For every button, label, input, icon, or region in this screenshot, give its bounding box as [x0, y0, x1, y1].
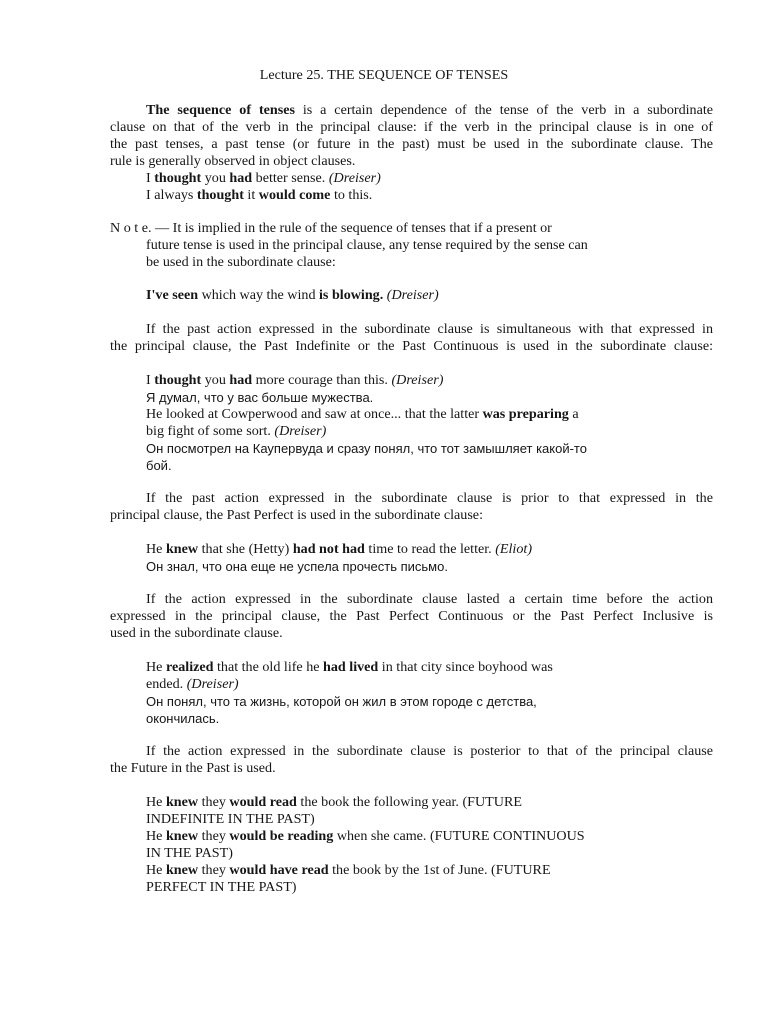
example-5 [146, 406, 579, 423]
para-lasted-line-1: If the action expressed in the subordinate clause lasted a certain time before the action [146, 591, 713, 607]
intro-line-4: rule is generally observed in object clauses. [110, 153, 356, 169]
ex4-source: (Dreiser) [391, 372, 444, 388]
term-sequence-of-tenses: The sequence of tenses [146, 102, 295, 118]
ex5-source: (Dreiser) [274, 423, 327, 439]
example-3 [146, 287, 439, 304]
para-posterior-line-1: If the action expressed in the subordinate clause is posterior to that of the principal clause [146, 743, 713, 759]
ex10-verb-would-have-read: would have read [229, 862, 329, 878]
para-posterior-line-2: the Future in the Past is used. [110, 760, 276, 776]
ex5-text-c: a [568, 406, 579, 422]
ex3-verb-is-blowing: is blowing. [319, 287, 384, 303]
ex3-text-b: which way the wind [198, 287, 320, 303]
ex7-line-2-text: ended. [146, 676, 187, 692]
ex1-verb-had: had [229, 170, 253, 186]
ex6-text-c: that she (Hetty) [198, 541, 293, 557]
ex2-verb-thought: thought [196, 187, 244, 203]
ex10-text-e: the book by the 1st of June. (FUTURE [328, 862, 551, 878]
example-9 [146, 828, 585, 845]
ex8-text-c: they [198, 794, 230, 810]
note-line-3: be used in the subordinate clause: [146, 254, 336, 270]
ex1-text-e: better sense. [252, 170, 329, 186]
example-4 [146, 372, 443, 389]
example-2 [146, 187, 372, 204]
ex7-text-c: that the old life he [213, 659, 324, 675]
ex4-verb-had: had [229, 372, 253, 388]
example-5-line-2 [146, 423, 326, 440]
example-8 [146, 794, 522, 811]
intro-line-1 [146, 102, 713, 119]
note-line-2: future tense is used in the principal clause, any tense required by the sense can [146, 237, 588, 253]
ex8-verb-knew: knew [165, 794, 199, 810]
ex9-text-e: when she came. (FUTURE CONTINUOUS [333, 828, 585, 844]
ex1-source: (Dreiser) [328, 170, 381, 186]
ex7-text-e: in that city since boyhood was [378, 659, 553, 675]
example-1 [146, 170, 381, 187]
ex7-verb-had-lived: had lived [323, 659, 379, 675]
ex4-text-e: more courage than this. [252, 372, 392, 388]
ex2-text-a: I always [146, 187, 197, 203]
ex1-verb-thought: thought [154, 170, 202, 186]
ex4-text-c: you [201, 372, 230, 388]
title-text: Lecture 25. THE SEQUENCE OF TENSES [259, 67, 509, 83]
example-8-line-2: INDEFINITE IN THE PAST) [146, 811, 315, 827]
para-lasted-line-2: expressed in the principal clause, the Past Perfect Continuous or the Past Perfect Inclusive is [110, 608, 713, 624]
para-simultaneous-line-1: If the past action expressed in the subordinate clause is simultaneous with that expressed in [146, 321, 713, 337]
ex10-text-c: they [198, 862, 230, 878]
example-10 [146, 862, 551, 879]
example-7-translation-line-2: окончилась. [146, 711, 220, 726]
ex4-text-a: I [146, 372, 155, 388]
example-6 [146, 541, 532, 558]
ex3-source: (Dreiser) [383, 287, 439, 303]
example-7-line-2 [146, 676, 239, 693]
ex6-source: (Eliot) [495, 541, 533, 557]
note-line-1: N o t e. — It is implied in the rule of the sequence of tenses that if a present or [110, 220, 552, 236]
ex7-text-a: He [146, 659, 166, 675]
example-5-translation-line-2: бой. [146, 458, 172, 473]
ex9-verb-knew: knew [165, 828, 199, 844]
ex5-line-2-text: big fight of some sort. [146, 423, 275, 439]
ex10-verb-knew: knew [165, 862, 199, 878]
ex8-text-e: the book the following year. (FUTURE [296, 794, 522, 810]
ex3-verb-ive-seen: I've seen [146, 287, 199, 303]
ex6-text-e: time to read the letter. [364, 541, 496, 557]
ex2-text-c: it [243, 187, 259, 203]
para-lasted-line-3: used in the subordinate clause. [110, 625, 283, 641]
ex6-text-a: He [146, 541, 166, 557]
ex7-source: (Dreiser) [186, 676, 239, 692]
ex2-text-e: to this. [330, 187, 373, 203]
intro-line-3: the past tenses, a past tense (or future in the past) must be used in the subordinate clause. The [110, 136, 713, 152]
ex8-verb-would-read: would read [229, 794, 297, 810]
para-prior-line-2: principal clause, the Past Perfect is used in the subordinate clause: [110, 507, 483, 523]
page-title [0, 67, 768, 84]
ex6-verb-knew: knew [165, 541, 199, 557]
example-7 [146, 659, 553, 676]
example-6-translation: Он знал, что она еще не успела прочесть письмо. [146, 559, 448, 574]
ex7-verb-realized: realized [165, 659, 214, 675]
example-9-line-2: IN THE PAST) [146, 845, 233, 861]
ex5-text-a: He looked at Cowperwood and saw at once... that the latter [146, 406, 483, 422]
intro-line-1-text: is a certain dependence of the tense of the verb in a subordinate [294, 102, 714, 118]
ex9-text-a: He [146, 828, 166, 844]
example-5-translation-line-1: Он посмотрел на Каупервуда и сразу понял, что тот замышляет какой-то [146, 441, 587, 456]
ex9-verb-would-be-reading: would be reading [229, 828, 334, 844]
ex6-verb-had-not-had: had not had [292, 541, 365, 557]
intro-line-2: clause on that of the verb in the principal clause: if the verb in the principal clause is in one of [110, 119, 713, 135]
ex4-verb-thought: thought [154, 372, 202, 388]
para-simultaneous-line-2: the principal clause, the Past Indefinite or the Past Continuous is used in the subordinate clause: [110, 338, 713, 354]
example-10-line-2: PERFECT IN THE PAST) [146, 879, 297, 895]
ex1-text-c: you [201, 170, 230, 186]
example-7-translation-line-1: Он понял, что та жизнь, которой он жил в этом городе с детства, [146, 694, 537, 709]
ex8-text-a: He [146, 794, 166, 810]
ex9-text-c: they [198, 828, 230, 844]
ex1-text-a: I [146, 170, 155, 186]
para-prior-line-1: If the past action expressed in the subordinate clause is prior to that expressed in the [146, 490, 713, 506]
example-4-translation: Я думал, что у вас больше мужества. [146, 390, 374, 405]
ex10-text-a: He [146, 862, 166, 878]
ex5-verb-was-preparing: was preparing [482, 406, 569, 422]
ex2-verb-would-come: would come [258, 187, 331, 203]
